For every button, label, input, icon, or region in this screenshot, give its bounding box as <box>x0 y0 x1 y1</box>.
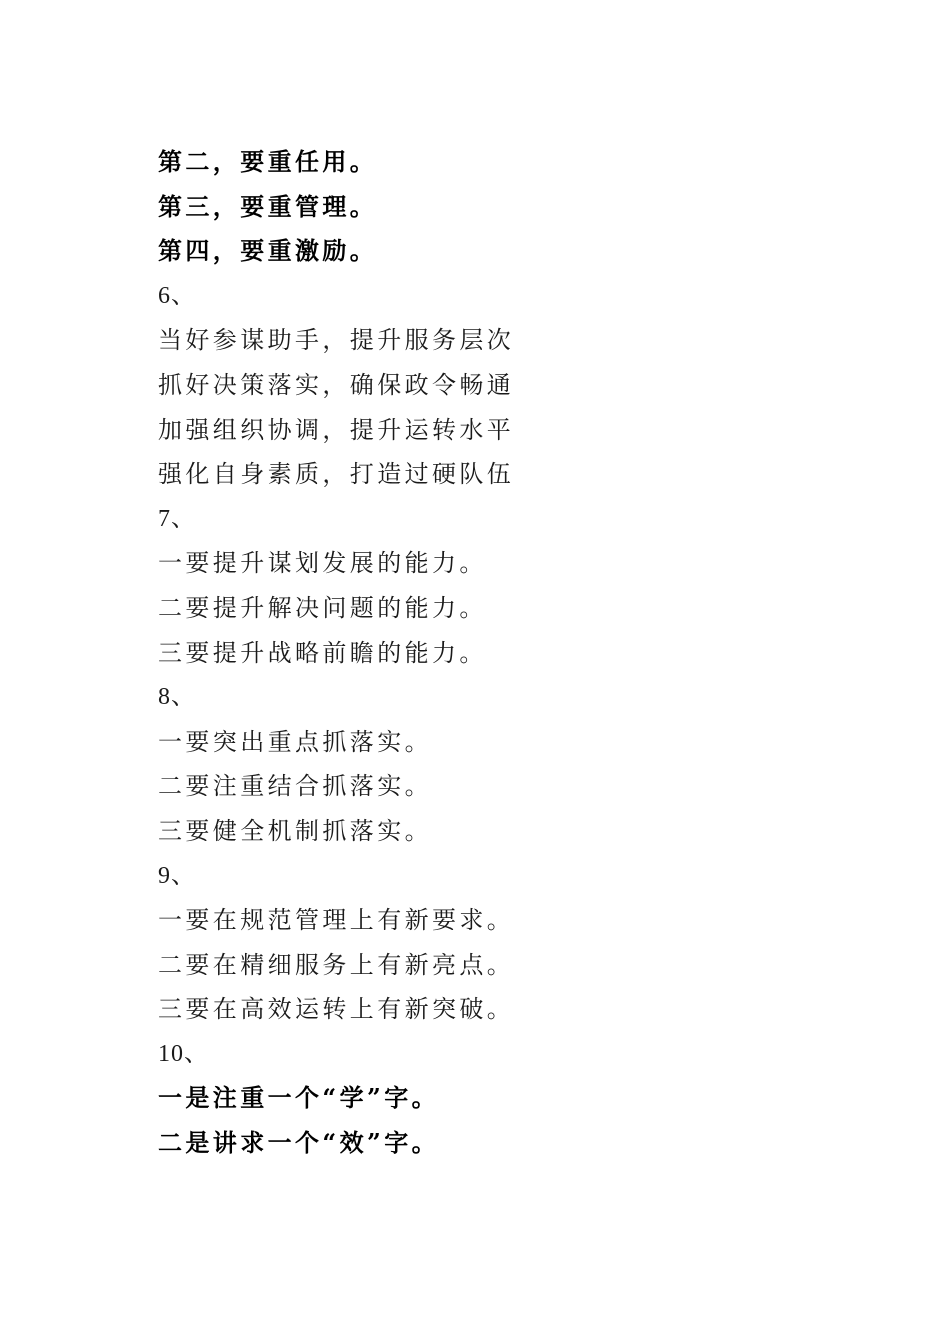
text-line: 三要在高效运转上有新突破。 <box>158 995 515 1024</box>
text-line: 三要健全机制抓落实。 <box>158 816 432 845</box>
text-line: 二要提升解决问题的能力。 <box>158 593 487 622</box>
text-line: 第二，要重任用。 <box>158 147 378 176</box>
text-line: 三要提升战略前瞻的能力。 <box>158 638 487 667</box>
text-line: 强化自身素质，打造过硬队伍 <box>158 460 515 489</box>
text-line: 一要突出重点抓落实。 <box>158 727 432 756</box>
text-line: 第四，要重激励。 <box>158 236 378 266</box>
section-number: 10、 <box>158 1040 209 1067</box>
section-number: 7、 <box>158 505 196 532</box>
text-line: 二是讲求一个“效”字。 <box>158 1128 440 1158</box>
text-line: 第三，要重管理。 <box>158 191 378 221</box>
text-line: 一要在规范管理上有新要求。 <box>158 906 515 935</box>
section-number: 8、 <box>158 684 196 711</box>
text-line: 抓好决策落实，确保政令畅通 <box>158 370 515 399</box>
text-line: 当好参谋助手，提升服务层次 <box>158 326 515 355</box>
text-line: 二要在精细服务上有新亮点。 <box>158 950 515 979</box>
text-line: 一是注重一个“学”字。 <box>158 1083 440 1113</box>
document-body <box>158 140 858 1166</box>
text-line: 一要提升谋划发展的能力。 <box>158 549 487 578</box>
section-number: 6、 <box>158 282 196 309</box>
text-line: 二要注重结合抓落实。 <box>158 772 432 801</box>
section-number: 9、 <box>158 862 196 889</box>
text-line: 加强组织协调，提升运转水平 <box>158 415 515 444</box>
